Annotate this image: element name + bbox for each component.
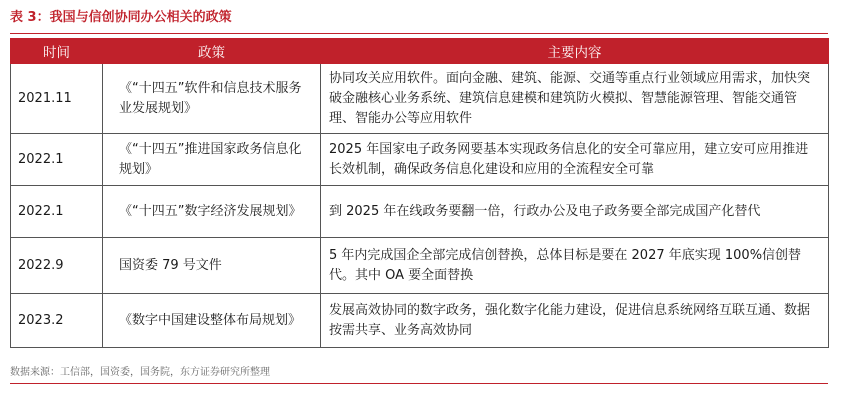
cell-policy: 《“十四五”推进国家政务信息化规划》 bbox=[103, 134, 321, 186]
cell-time: 2021.11 bbox=[11, 64, 103, 134]
table-row bbox=[11, 294, 829, 348]
header-policy: 政策 bbox=[103, 39, 321, 64]
table-row bbox=[11, 134, 829, 186]
caption-divider bbox=[10, 33, 828, 34]
bottom-divider bbox=[10, 383, 828, 384]
cell-time: 2023.2 bbox=[11, 294, 103, 348]
cell-time: 2022.1 bbox=[11, 186, 103, 238]
table-row bbox=[11, 186, 829, 238]
cell-content: 到 2025 年在线政务要翻一倍，行政办公及电子政务要全部完成国产化替代 bbox=[321, 186, 829, 238]
header-content: 主要内容 bbox=[321, 39, 829, 64]
policy-table bbox=[10, 38, 829, 348]
cell-content: 2025 年国家电子政务网要基本实现政务信息化的安全可靠应用，建立安可应用推进长效机制，确保政务信息化建设和应用的全流程安全可靠 bbox=[321, 134, 829, 186]
cell-time: 2022.1 bbox=[11, 134, 103, 186]
header-time: 时间 bbox=[11, 39, 103, 64]
table-row bbox=[11, 238, 829, 294]
cell-policy: 《“十四五”软件和信息技术服务业发展规划》 bbox=[103, 64, 321, 134]
table-row bbox=[11, 64, 829, 134]
cell-policy: 国资委 79 号文件 bbox=[103, 238, 321, 294]
cell-content: 5 年内完成国企全部完成信创替换，总体目标是要在 2027 年底实现 100%信创替代。其中 OA 要全面替换 bbox=[321, 238, 829, 294]
data-source-note: 数据来源：工信部，国资委，国务院，东方证券研究所整理 bbox=[10, 367, 270, 378]
table-caption: 表 3：我国与信创协同办公相关的政策 bbox=[10, 10, 232, 25]
cell-content: 协同攻关应用软件。面向金融、建筑、能源、交通等重点行业领域应用需求，加快突破金融核心业务系统、建筑信息建模和建筑防火模拟、智慧能源管理、智能交通管理、智能办公等应用软件 bbox=[321, 64, 829, 134]
cell-policy: 《数字中国建设整体布局规划》 bbox=[103, 294, 321, 348]
cell-time: 2022.9 bbox=[11, 238, 103, 294]
cell-policy: 《“十四五”数字经济发展规划》 bbox=[103, 186, 321, 238]
table-header-row bbox=[11, 39, 829, 64]
cell-content: 发展高效协同的数字政务，强化数字化能力建设，促进信息系统网络互联互通、数据按需共享、业务高效协同 bbox=[321, 294, 829, 348]
